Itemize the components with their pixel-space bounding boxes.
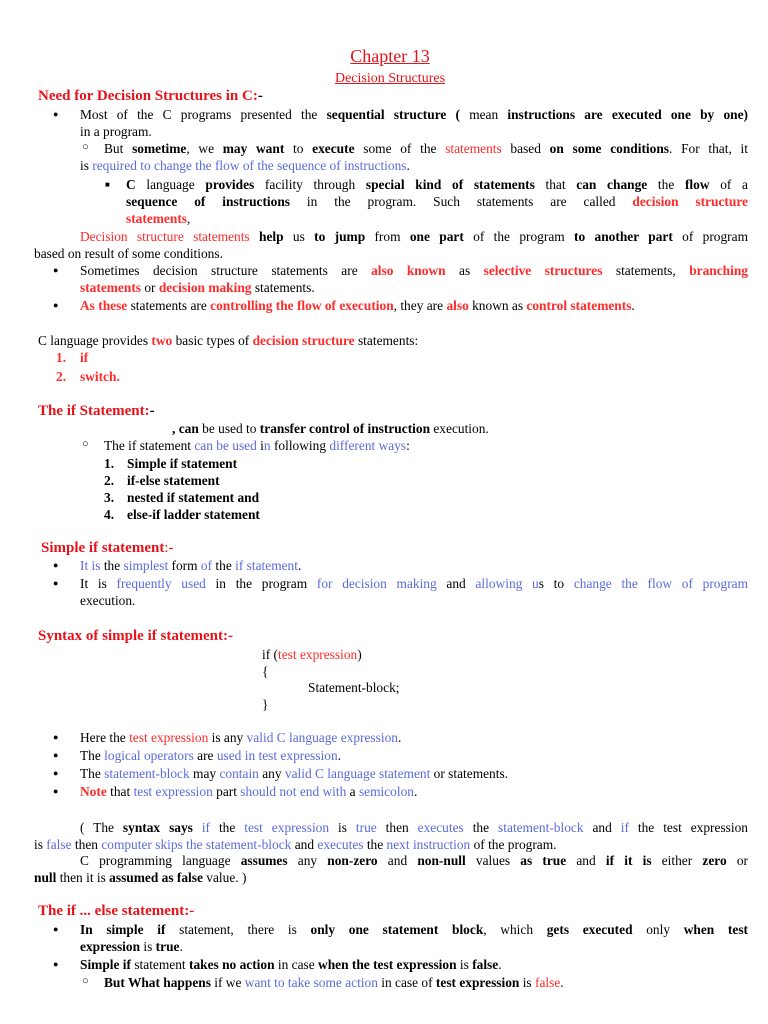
syntax-explain-1: ( The syntax says if the test expression is true then executes the statement-block and if the test expression — [80, 820, 748, 835]
syntax-heading: Syntax of simple if statement:- — [38, 628, 233, 644]
syntax-bullet-3: ● The statement-block may contain any valid C language statement or statements. — [80, 765, 508, 782]
type-num-2: 2. — [56, 369, 67, 384]
if-desc: , can be used to transfer control of instruction execution. — [172, 421, 489, 436]
code-line-3: Statement-block; — [308, 680, 400, 695]
need-bullet-3: ● As these statements are controlling the flow of execution, they are also known as control statements. — [80, 297, 748, 314]
way-2: if-else statement — [127, 473, 220, 488]
if-ways-intro: ○ The if statement can be used in following different ways: — [104, 437, 410, 454]
decision-paragraph: Decision structure statements help us to jump from one part of the program to another part of program — [80, 229, 748, 244]
decision-paragraph-cont: based on result of some conditions. — [34, 246, 223, 261]
syntax-bullet-4: ● Note that test expression part should not end with a semicolon. — [80, 783, 417, 800]
if-else-heading: The if ... else statement:- — [38, 903, 195, 919]
need-bullet-2: ● Sometimes decision structure statements are also known as selective structures statements, branching statements or decision making statements. — [80, 262, 748, 296]
type-num-1: 1. — [56, 350, 67, 365]
syntax-explain-1-cont: is false then computer skips the statement-block and executes the next instruction of the program. — [34, 837, 557, 852]
else-bullet-2: ● Simple if statement takes no action in case when the test expression is false. — [80, 956, 502, 973]
code-line-2: { — [262, 664, 269, 679]
need-sub-1: ○ But sometime, we may want to execute some of the statements based on some conditions. For that, it is required to change the flow of the sequence of instructions. — [104, 140, 748, 174]
else-sub-1: ○ But What happens if we want to take some action in case of test expression is false. — [104, 974, 564, 991]
way-4: else-if ladder statement — [127, 507, 260, 522]
way-3: nested if statement and — [127, 490, 260, 505]
way-num-3: 3. — [104, 490, 115, 505]
chapter-subtitle: Decision Structures — [334, 71, 446, 86]
if-heading: The if Statement:- — [38, 403, 155, 419]
simple-bullet-1: ● It is the simplest form of the if statement. — [80, 557, 301, 574]
syntax-bullet-2: ● The logical operators are used in test expression. — [80, 747, 341, 764]
type-if: if — [80, 350, 89, 365]
way-1: Simple if statement — [127, 456, 238, 471]
simple-bullet-2: ● It is frequently used in the program for decision making and allowing us to change the flow of program execution. — [80, 575, 748, 609]
way-num-1: 1. — [104, 456, 115, 471]
syntax-explain-2-cont: null then it is assumed as false value. ) — [34, 870, 247, 885]
syntax-bullet-1: ● Here the test expression is any valid C language expression. — [80, 729, 401, 746]
syntax-explain-2: C programming language assumes any non-zero and non-null values as true and if it is either zero or — [80, 853, 749, 868]
simple-if-heading: Simple if statement:- — [41, 540, 174, 556]
code-line-4: } — [262, 697, 269, 712]
way-num-4: 4. — [104, 507, 115, 522]
way-num-2: 2. — [104, 473, 115, 488]
types-intro: C language provides two basic types of decision structure statements: — [38, 333, 419, 348]
need-bullet-1: ● Most of the C programs presented the sequential structure ( mean instructions are executed one by one) in a program. — [80, 106, 748, 140]
chapter-title: Chapter 13 — [350, 46, 430, 66]
need-sub-sub-1: ■ C language provides facility through special kind of statements that can change the flow of a sequence of instructions in the program. Such statements are called decision structure statements, — [126, 176, 748, 227]
need-heading: Need for Decision Structures in C:- — [38, 88, 263, 104]
type-switch: switch. — [80, 369, 120, 384]
code-line-1: if (test expression) — [262, 647, 362, 662]
else-bullet-1: ● In simple if statement, there is only one statement block, which gets executed only when test expression is true. — [80, 921, 748, 955]
